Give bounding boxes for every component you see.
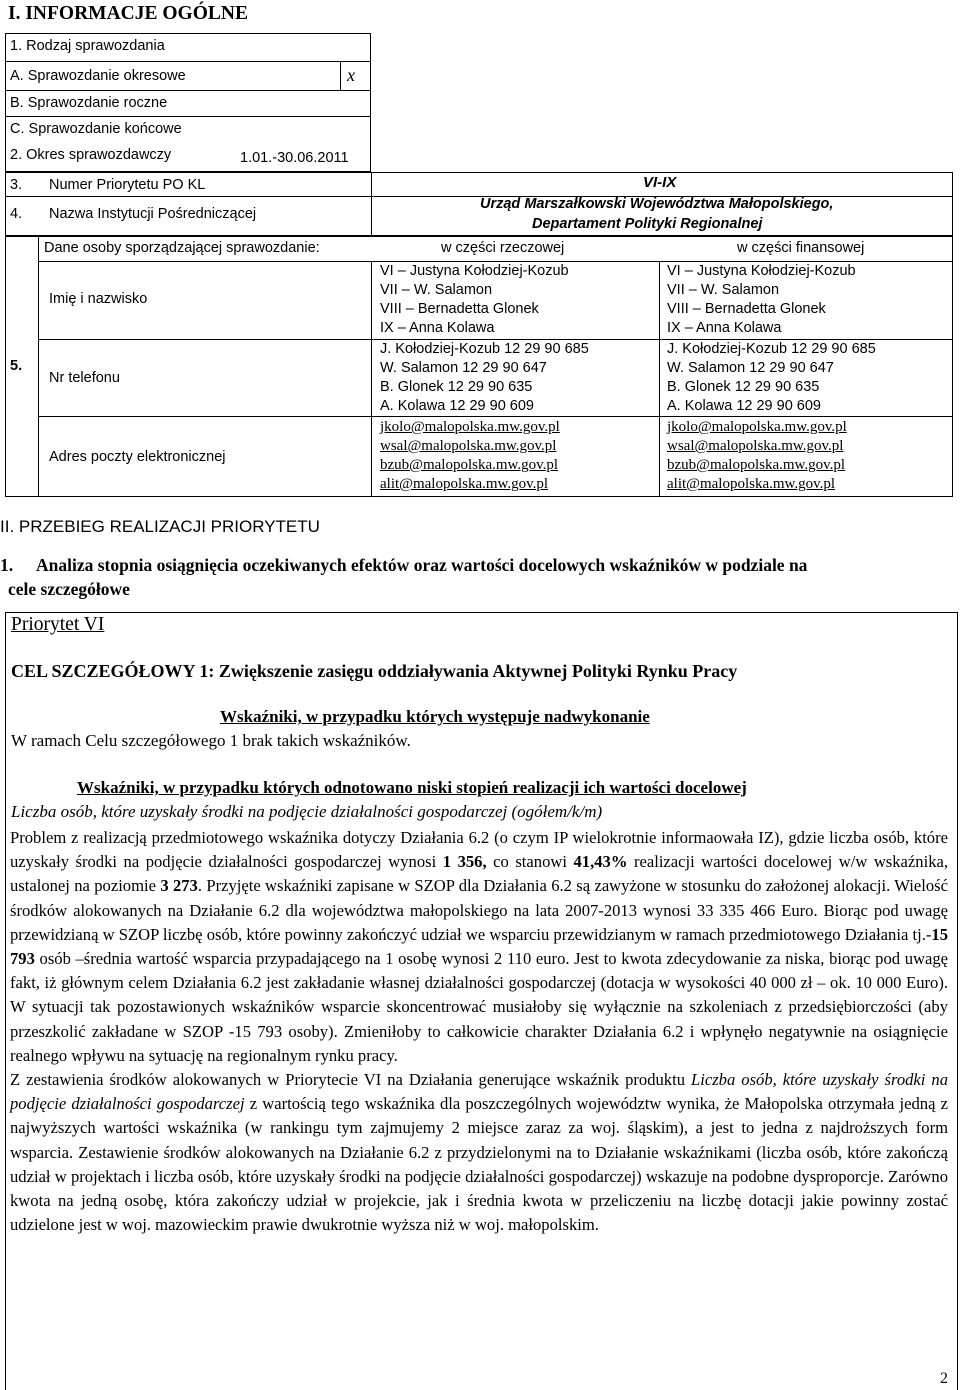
- phone-entry: J. Kołodziej-Kozub 12 29 90 685: [380, 341, 589, 357]
- page-number: 2: [940, 1370, 948, 1387]
- col-finansowa: w części finansowej: [737, 240, 865, 256]
- point-number: 1.: [0, 555, 14, 575]
- name-entry: VIII – Bernadetta Glonek: [667, 301, 826, 317]
- option-periodic: A. Sprawozdanie okresowe: [10, 68, 186, 84]
- phone-entry: W. Salamon 12 29 90 647: [380, 360, 547, 376]
- phone-entry: W. Salamon 12 29 90 647: [667, 360, 834, 376]
- institution-number: 4.: [10, 206, 23, 222]
- col-rzeczowa: w części rzeczowej: [441, 240, 565, 256]
- period-value: 1.01.-30.06.2011: [240, 150, 349, 166]
- email-link[interactable]: alit@malopolska.mw.gov.pl: [380, 476, 549, 492]
- name-entry: VII – W. Salamon: [667, 282, 780, 298]
- email-link[interactable]: bzub@malopolska.mw.gov.pl: [380, 457, 559, 473]
- institution-label: Nazwa Instytucji Pośredniczącej: [49, 206, 257, 222]
- email-label: Adres poczty elektronicznej: [49, 449, 226, 465]
- email-link[interactable]: bzub@malopolska.mw.gov.pl: [667, 457, 846, 473]
- analysis-text: [10, 826, 948, 1237]
- phone-entry: A. Kolawa 12 29 90 609: [667, 398, 821, 414]
- option-periodic-mark: x: [347, 65, 355, 85]
- section-heading: I. INFORMACJE OGÓLNE: [8, 3, 248, 24]
- institution-value-line1: Urząd Marszałkowski Województwa Małopolskiego,: [480, 196, 834, 212]
- name-entry: IX – Anna Kolawa: [380, 320, 495, 336]
- name-entry: IX – Anna Kolawa: [667, 320, 782, 336]
- low-indicator: Liczba osób, które uzyskały środki na podjęcie działalności gospodarczej (ogółem/k/m): [11, 802, 603, 821]
- priority-title: Priorytet VI: [11, 614, 105, 635]
- point-title-line2: cele szczegółowe: [8, 579, 130, 599]
- phone-entry: B. Glonek 12 29 90 635: [380, 379, 533, 395]
- point-title-line1: Analiza stopnia osiągnięcia oczekiwanych efektów oraz wartości docelowych wskaźników w podziale na: [36, 555, 808, 575]
- analysis-paragraph-2: Z zestawienia środków alokowanych w Priorytecie VI na Działania generujące wskaźnik produktu Liczba osób, które uzyskały środki na podjęcie działalności gospodarczej z wartością tego wskaźnika dla poszczególnych województw wynika, że Małopolska otrzymała jedną z najwyższych wartości wskaźnika (w rankingu tym zajmujemy 2 miejsce zaraz za woj. śląskim), a jest to jedna z najdroższych form wsparcia. Zestawienie środków alokowanych na Działanie 6.2 z przydzielonymi na to Działanie wskaźnikami (liczba osób, które zakończą udział w projektach i liczba osób, które uzyskały środki na podjęcie działalności gospodarczej) wskazuje na podobne dysproporcje. Zarówno kwota na jedną osobę, która zakończy udział w projekcie, jak i średnia kwota w przeliczeniu na liczbę dotacji jakie powinny zostać udzielone jest w woj. mazowieckim prawie dwukrotnie wyższa niż w woj. małopolskim.: [10, 1070, 948, 1235]
- name-entry: VIII – Bernadetta Glonek: [380, 301, 539, 317]
- over-heading: Wskaźniki, w przypadku których występuje nadwykonanie: [220, 707, 650, 726]
- over-text: W ramach Celu szczegółowego 1 brak takich wskaźników.: [11, 731, 411, 750]
- goal-title: CEL SZCZEGÓŁOWY 1: Zwiększenie zasięgu oddziaływania Aktywnej Polityki Rynku Pracy: [11, 661, 738, 681]
- name-label: Imię i nazwisko: [49, 291, 148, 307]
- email-link[interactable]: wsal@malopolska.mw.gov.pl: [380, 438, 557, 454]
- phone-entry: J. Kołodziej-Kozub 12 29 90 685: [667, 341, 876, 357]
- low-heading: Wskaźniki, w przypadku których odnotowano niski stopień realizacji ich wartości docelowej: [77, 778, 747, 797]
- priority-label: Numer Priorytetu PO KL: [49, 177, 206, 193]
- phone-label: Nr telefonu: [49, 370, 120, 386]
- contact-header-label: Dane osoby sporządzającej sprawozdanie:: [44, 240, 320, 256]
- analysis-paragraph-1: Problem z realizacją przedmiotowego wskaźnika dotyczy Działania 6.2 (o czym IP wielokrotnie informaowała IZ), gdzie liczba osób, które uzyskały środki na podjęcie działalności gospodarczej wynosi 1 356, co stanowi 41,43% realizacji wartości docelowej w/w wskaźnika, ustalonej na poziomie 3 273. Przyjęte wskaźniki zapisane w SZOP dla Działania 6.2 są zawyżone w stosunku do założonej alokacji. Wielość środków alokowanych na Działanie 6.2 dla województwa małopolskiego na lata 2007-2013 wynosi 33 335 466 Euro. Biorąc pod uwagę przewidzianą w SZOP liczbę osób, które powinny zakończyć udział we wsparciu przewidzianym w ramach przedmiotowego Działania tj.-15 793 osób –średnia wartość wsparcia przypadającego na 1 osobę wynosi 2 110 euro. Jest to kwota zdecydowanie za niska, biorąc pod uwagę fakt, iż głównym celem Działania 6.2 jest zakładanie własnej działalności gospodarczej (dotacja w wysokości 40 000 zł – ok. 10 000 Euro). W sytuacji tak pozostawionych wskaźników wsparcie skoncentrować musiałoby się wyłącznie na szkoleniach z przedsiębiorczości (aby przeszkolić zakładane w SZOP -15 793 osoby). Zmieniłoby to całkowicie charakter Działania 6.2 i wpłynęło negatywnie na osiągnięcie realnego wpływu na sytuację na regionalnym rynku pracy.: [10, 828, 949, 1065]
- report-type-label: 1. Rodzaj sprawozdania: [10, 38, 165, 54]
- email-link[interactable]: jkolo@malopolska.mw.gov.pl: [380, 419, 560, 435]
- name-entry: VI – Justyna Kołodziej-Kozub: [380, 263, 569, 279]
- priority-value: VI-IX: [643, 174, 677, 191]
- section-heading: II. PRZEBIEG REALIZACJI PRIORYTETU: [0, 517, 320, 536]
- name-entry: VII – W. Salamon: [380, 282, 493, 298]
- option-annual: B. Sprawozdanie roczne: [10, 95, 168, 111]
- name-entry: VI – Justyna Kołodziej-Kozub: [667, 263, 856, 279]
- email-link[interactable]: jkolo@malopolska.mw.gov.pl: [667, 419, 847, 435]
- phone-entry: A. Kolawa 12 29 90 609: [380, 398, 534, 414]
- email-link[interactable]: wsal@malopolska.mw.gov.pl: [667, 438, 844, 454]
- period-label: 2. Okres sprawozdawczy: [10, 147, 172, 163]
- phone-entry: B. Glonek 12 29 90 635: [667, 379, 820, 395]
- option-final: C. Sprawozdanie końcowe: [10, 121, 182, 137]
- email-link[interactable]: alit@malopolska.mw.gov.pl: [667, 476, 836, 492]
- contact-number: 5.: [10, 358, 23, 374]
- priority-number: 3.: [10, 177, 23, 193]
- institution-value-line2: Departament Polityki Regionalnej: [532, 216, 763, 232]
